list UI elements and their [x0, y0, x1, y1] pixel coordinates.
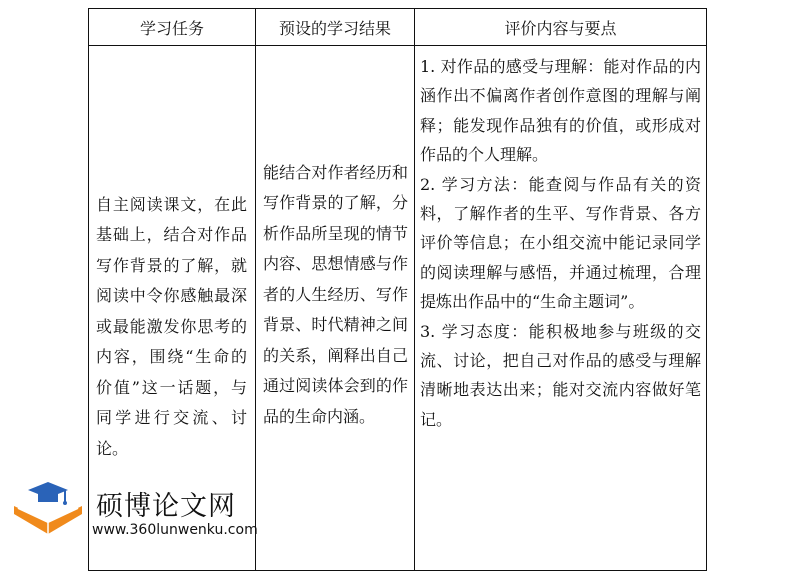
watermark-title: 硕博论文网	[96, 491, 236, 522]
table-header-row	[89, 9, 707, 46]
expected-result-text: 能结合对作者经历和写作背景的了解，分析作品所呈现的情节内容、思想情感与作者的人生经历、写作背景、时代精神之间的关系，阐释出自己通过阅读体会到的作品的生命内涵。	[263, 162, 408, 426]
watermark-url: www.360lunwenku.com	[92, 522, 258, 538]
learning-task-text: 自主阅读课文，在此基础上，结合对作品写作背景的了解，就阅读中令你感触最深或最能激发你思考的内容，围绕“生命的价值”这一话题，与同学进行交流、讨论。	[96, 194, 247, 458]
header-expected-result: 预设的学习结果	[256, 9, 415, 46]
watermark	[10, 478, 270, 548]
header-evaluation-points: 评价内容与要点	[415, 9, 707, 46]
evaluation-item-method: 2. 学习方法：能查阅与作品有关的资料，了解作者的生平、写作背景、各方评价等信息；在小组交流中能记录同学的阅读理解与感悟，并通过梳理，合理提炼出作品中的“生命主题词”。	[420, 174, 701, 312]
evaluation-list	[415, 46, 706, 434]
cell-evaluation-points	[415, 46, 707, 571]
cell-expected-result	[256, 46, 415, 571]
header-learning-task: 学习任务	[89, 9, 256, 46]
evaluation-item-understanding: 1. 对作品的感受与理解：能对作品的内涵作出不偏离作者创作意图的理解与阐释；能发现作品独有的价值，或形成对作品的个人理解。	[420, 57, 701, 165]
evaluation-item-attitude: 3. 学习态度：能积极地参与班级的交流、讨论，把自己对作品的感受与理解清晰地表达出来；能对交流内容做好笔记。	[420, 321, 701, 429]
graduation-cap-book-logo-icon	[10, 478, 86, 540]
